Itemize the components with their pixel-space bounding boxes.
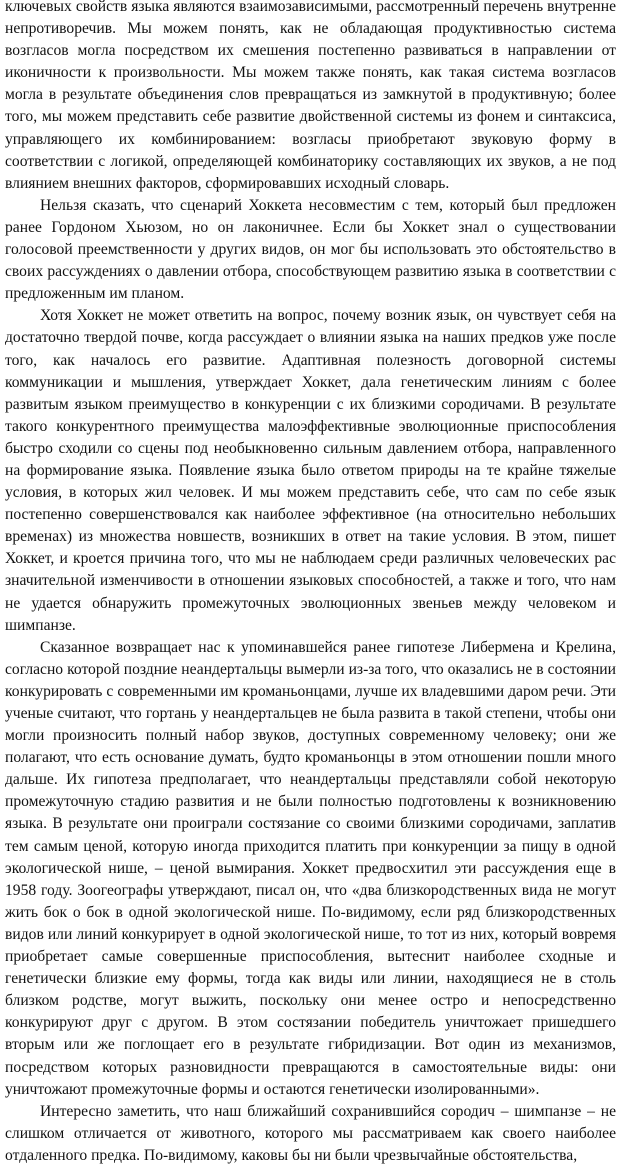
paragraph: Нельзя сказать, что сценарий Хоккета несовместим с тем, который был предложен ранее Гордоном Хьюзом, но он лаконичнее. Если бы Хоккет знал о существовании голосовой преемственности у других видов, он мог бы использовать это обстоятельство в своих рассуждениях о давлении отбора, способствующем развитию языка в соответствии с предложенным им планом.: [5, 196, 616, 303]
paragraph: Интересно заметить, что наш ближайший сохранившийся сородич – шимпанзе – не слишком отличается от животного, которого мы рассматриваем как своего наиболее отдаленного предка. По-видимому, каковы бы ни были чрезвычайные обстоятельства,: [5, 1102, 616, 1164]
paragraph: ключевых свойств языка являются взаимозависимыми, рассмотренный перечень внутренне непротиворечив. Мы можем понять, как не обладающая продуктивностью система возгласов могла посредством их смешения постепенно развиваться в направлении от иконичности к произвольности. Мы можем также понять, как такая система возгласов могла в результате объединения слов превращаться из замкнутой в продуктивную; более того, мы можем представить себе развитие двойственной системы из фонем и синтаксиса, управляющего их комбинированием: возгласы приобретают звуковую форму в соответствии с логикой, определяющей комбинаторику составляющих их звуков, а не под влиянием внешних факторов, сформировавших исходный словарь.: [5, 0, 616, 192]
paragraph: Сказанное возвращает нас к упоминавшейся ранее гипотезе Либермена и Крелина, согласно которой поздние неандертальцы вымерли из-за того, что оказались не в состоянии конкурировать с современными им кроманьонцами, лучше их владевшими даром речи. Эти ученые считают, что гортань у неандертальцев не была развита в такой степени, чтобы они могли произносить полный набор звуков, доступных современному человеку; они же полагают, что есть основание думать, будто кроманьонцы в этом отношении пошли много дальше. Их гипотеза предполагает, что неандертальцы представляли собой некоторую промежуточную стадию развития и не были полностью подготовлены к возникновению языка. В результате они проиграли состязание со своими близкими сородичами, заплатив тем самым ценой, которую иногда приходится платить при конкуренции за пищу в одной экологической нише, – ценой вымирания. Хоккет предвосхитил эти рассуждения еще в 1958 году. Зоогеографы утверждают, писал он, что «два близкородственных вида не могут жить бок о бок в одной экологической нише. По-видимому, если ряд близкородственных видов или линий конкурирует в одной экологической нише, то тот из них, который вовремя приобретает самые совершенные приспособления, вытеснит наиболее сходные и генетически близкие ему формы, тогда как виды или линии, находящиеся не в столь близком родстве, могут выжить, поскольку они менее остро и непосредственно конкурируют друг с другом. В этом состязании победитель уничтожает пришедшего вторым или же поглощает его в результате гибридизации. Вот один из механизмов, посредством которых разновидности превращаются в самостоятельные виды: они уничтожают промежуточные формы и остаются генетически изолированными».: [5, 638, 616, 1098]
document-page: [5, 0, 616, 1164]
paragraph: Хотя Хоккет не может ответить на вопрос, почему возник язык, он чувствует себя на достаточно твердой почве, когда рассуждает о влиянии языка на наших предков уже после того, как началось его развитие. Адаптивная полезность договорной системы коммуникации и мышления, утверждает Хоккет, дала генетическим линиям с более развитым языком преимущество в конкуренции с их близкими сородичами. В результате такого конкурентного преимущества малоэффективные эволюционные приспособления быстро сходили со сцены под необыкновенно сильным давлением отбора, направленного на формирование языка. Появление языка было ответом природы на те крайне тяжелые условия, в которых жил человек. И мы можем представить себе, что сам по себе язык постепенно совершенствовался как наиболее эффективное (на относительно небольших временах) из множества новшеств, возникших в ответ на такие условия. В этом, пишет Хоккет, и кроется причина того, что мы не наблюдаем среди различных человеческих рас значительной изменчивости в отношении языковых способностей, а также и того, что нам не удается обнаружить промежуточных эволюционных звеньев между человеком и шимпанзе.: [5, 307, 616, 634]
